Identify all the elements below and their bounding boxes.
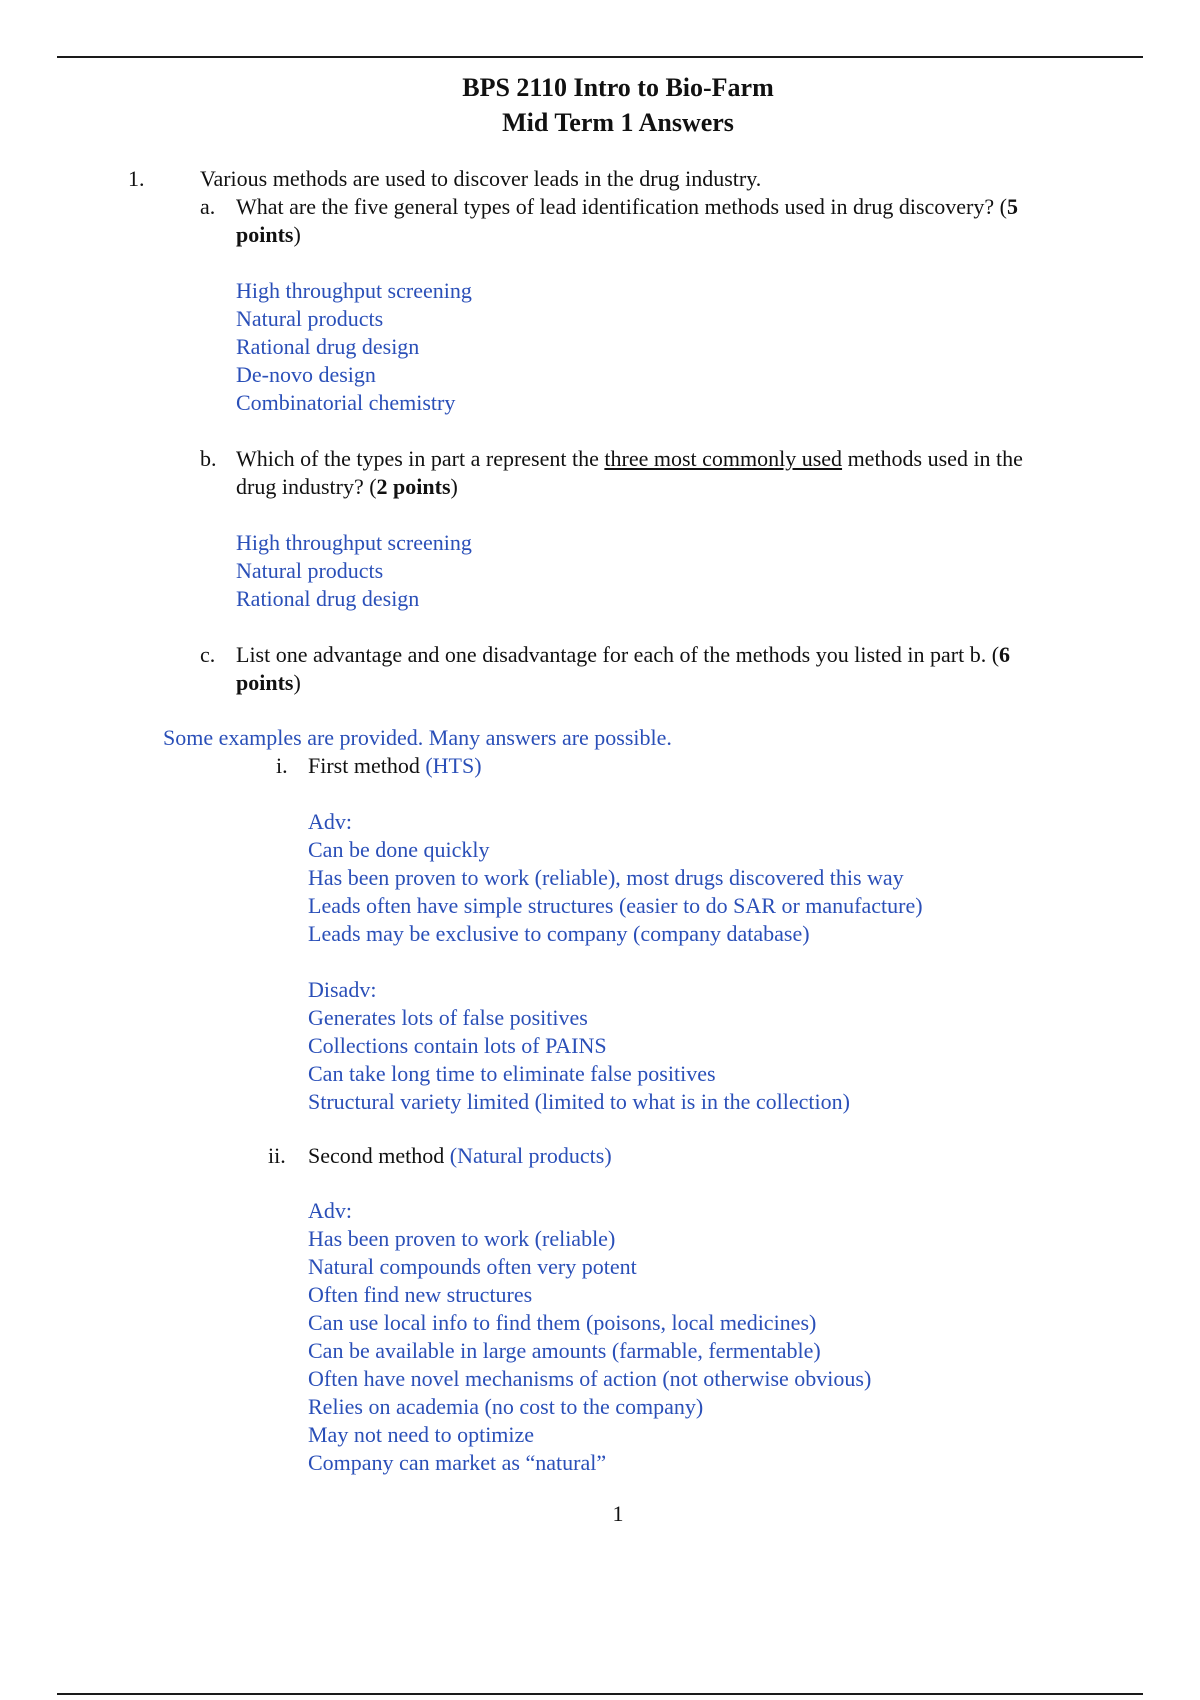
adv-heading: Adv:	[308, 1198, 352, 1223]
answer-item: Natural products	[236, 306, 384, 331]
adv-item: Can be done quickly	[308, 837, 490, 862]
adv-heading: Adv:	[308, 809, 352, 834]
adv-item: Often have novel mechanisms of action (not otherwise obvious)	[308, 1366, 872, 1391]
part-c-marker: c.	[200, 642, 216, 667]
adv-item: Has been proven to work (reliable), most drugs discovered this way	[308, 865, 904, 890]
part-a-marker: a.	[200, 194, 216, 219]
adv-item: Can be available in large amounts (farmable, fermentable)	[308, 1338, 821, 1363]
part-b-question: Which of the types in part a represent the three most commonly used methods used in the	[236, 446, 1023, 471]
adv-item: Often find new structures	[308, 1282, 533, 1307]
adv-item: Company can market as “natural”	[308, 1450, 607, 1475]
disadv-item: Can take long time to eliminate false positives	[308, 1061, 716, 1086]
answer-item: Rational drug design	[236, 586, 420, 611]
disadv-item: Structural variety limited (limited to what is in the collection)	[308, 1089, 850, 1114]
answer-item: High throughput screening	[236, 278, 472, 303]
method-1-name: (HTS)	[425, 753, 482, 778]
adv-item: Has been proven to work (reliable)	[308, 1226, 616, 1251]
answer-item: Combinatorial chemistry	[236, 390, 456, 415]
method-2-marker: ii.	[268, 1143, 286, 1168]
method-1-marker: i.	[276, 753, 288, 778]
top-rule	[57, 56, 1143, 58]
underlined-phrase: three most commonly used	[604, 446, 843, 471]
adv-item: Can use local info to find them (poisons, local medicines)	[308, 1310, 817, 1335]
document-subtitle: Mid Term 1 Answers	[502, 108, 734, 137]
disadv-heading: Disadv:	[308, 977, 377, 1002]
method-2-name: (Natural products)	[449, 1143, 612, 1168]
method-1-label: First method (HTS)	[308, 753, 482, 778]
part-c-points: points)	[236, 670, 301, 695]
bottom-rule	[57, 1693, 1143, 1695]
answer-item: De-novo design	[236, 362, 376, 387]
disadv-item: Collections contain lots of PAINS	[308, 1033, 607, 1058]
adv-item: Relies on academia (no cost to the company)	[308, 1394, 704, 1419]
part-a-points: points)	[236, 222, 301, 247]
part-b-marker: b.	[200, 446, 217, 471]
adv-item: Leads may be exclusive to company (company database)	[308, 921, 810, 946]
part-a-question: What are the five general types of lead identification methods used in drug discovery? (5	[236, 194, 1018, 219]
adv-item: Leads often have simple structures (easier to do SAR or manufacture)	[308, 893, 923, 918]
answer-item: Natural products	[236, 558, 384, 583]
disadv-item: Generates lots of false positives	[308, 1005, 588, 1030]
adv-item: Natural compounds often very potent	[308, 1254, 637, 1279]
question-number: 1.	[128, 166, 145, 191]
answer-note: Some examples are provided. Many answers are possible.	[163, 725, 672, 750]
answer-item: Rational drug design	[236, 334, 420, 359]
adv-item: May not need to optimize	[308, 1422, 535, 1447]
method-2-label: Second method (Natural products)	[308, 1143, 612, 1168]
answer-item: High throughput screening	[236, 530, 472, 555]
question-intro: Various methods are used to discover leads in the drug industry.	[200, 166, 762, 191]
part-b-points: drug industry? (2 points)	[236, 474, 458, 499]
part-c-question: List one advantage and one disadvantage for each of the methods you listed in part b. (6	[236, 642, 1011, 667]
document-title: BPS 2110 Intro to Bio-Farm	[462, 73, 774, 102]
page-number: 1	[612, 1501, 624, 1526]
